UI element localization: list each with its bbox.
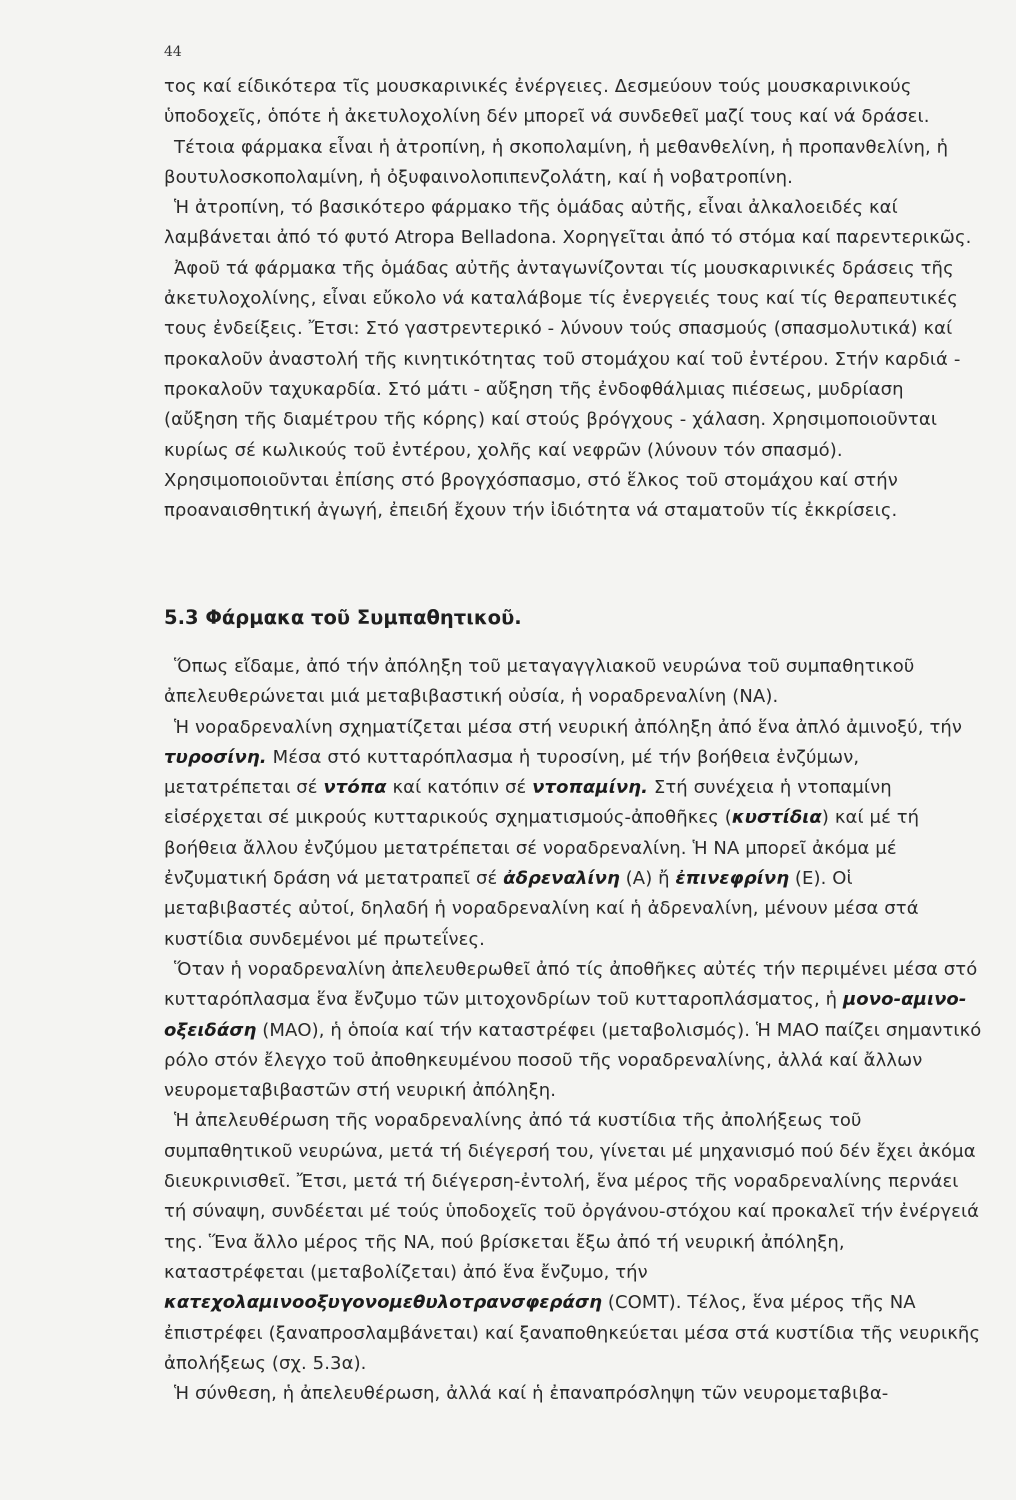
section-title: 5.3 Φάρμακα τοῦ Συμπαθητικοῦ. — [164, 606, 522, 629]
paragraph: Ἀφοῦ τά φάρμακα τῆς ὁμάδας αὐτῆς ἀνταγωνίζονται τίς μουσκαρινικές δράσεις τῆς ἀκετυλοχολίνης, εἶναι εὔκολο νά καταλάβομε τίς ἐνεργειές τους καί τίς θεραπευτικές τους ἐνδείξεις. Ἔτσι: Στό γαστρεντερικό - λύνουν τούς σπασμούς (σπασμολυτικά) καί προκαλοῦν ἀναστολή τῆς κινητικότητας τοῦ στομάχου καί τοῦ ἐντέρου. Στήν καρδιά - προκαλοῦν ταχυκαρδία. Στό μάτι - αὔξηση τῆς ἐνδοφθάλμιας πιέσεως, μυδρίαση (αὔξηση τῆς διαμέτρου τῆς κόρης) καί στούς βρόγχους - χάλαση. Χρησιμοποιοῦνται κυρίως σέ κωλικούς τοῦ ἐντέρου, χολῆς καί νεφρῶν (λύνουν τόν σπασμό). Χρησιμοποιοῦνται ἐπίσης στό βρογχόσπασμο, στό ἕλκος τοῦ στομάχου καί στήν προαναισθητική ἀγωγή, ἐπειδή ἔχουν τήν ἰδιότητα νά σταματοῦν τίς ἐκκρίσεις. — [164, 257, 961, 522]
term-emphasis: μονο-αμινο-οξειδάση — [164, 989, 967, 1041]
text-run: καί κατόπιν σέ — [386, 777, 533, 799]
paragraph: Ἡ σύνθεση, ἡ ἀπελευθέρωση, ἀλλά καί ἡ ἐπαναπρόσληψη τῶν νευρομεταβιβα- — [174, 1383, 889, 1405]
text-run: (Α) ἤ — [619, 868, 676, 890]
term-emphasis: ἐπινεφρίνη — [675, 868, 790, 890]
text-run: (COMT). Τέλος, ἕνα μέρος τῆς ΝΑ ἐπιστρέφει (ξαναπροσλαμβάνεται) καί ξαναποθηκεύεται μέσα στά κυστίδια τῆς νευρικῆς ἀπολήξεως (σχ. 5.3α). — [164, 1292, 981, 1374]
term-emphasis: ἀδρεναλίνη — [503, 868, 620, 890]
term-emphasis: ντοπαμίνη. — [532, 777, 649, 799]
paragraph: Ἡ ἀτροπίνη, τό βασικότερο φάρμακο τῆς ὁμάδας αὐτῆς, εἶναι ἀλκαλοειδές καί λαμβάνεται ἀπό τό φυτό Atropa Belladona. Χορηγεῖται ἀπό τό στόμα καί παρεντερικῶς. — [164, 197, 972, 249]
text-run: (Ε). Οἱ μεταβιβαστές αὐτοί, δηλαδή ἡ νοραδρεναλίνη καί ἡ ἀδρεναλίνη, μένουν μέσα στά κυστίδια συνδεμένοι μέ πρωτεΐνες. — [164, 868, 919, 950]
term-emphasis: ντόπα — [323, 777, 387, 799]
term-emphasis: κατεχολαμινοοξυγονομεθυλοτρανσφεράση — [164, 1292, 603, 1314]
page-number: 44 — [164, 44, 182, 60]
paragraph — [164, 713, 982, 955]
paragraph — [164, 955, 982, 1106]
text-run: (ΜΑΟ), ἡ ὁποία καί τήν καταστρέφει (μεταβολισμός). Ἡ ΜΑΟ παίζει σημαντικό ρόλο στόν ἔλεγχο τοῦ ἀποθηκευμένου ποσοῦ τῆς νοραδρεναλίνης, ἀλλά καί ἄλλων νευρομεταβιβαστῶν στή νευρική ἀπόληξη. — [164, 1019, 982, 1102]
text-run: Μέσα στό κυτταρόπλασμα ἡ τυροσίνη, μέ τήν βοήθεια ἐνζύμων, μετατρέπεται σέ — [164, 746, 860, 799]
text-run: Ἡ ἀπελευθέρωση τῆς νοραδρεναλίνης ἀπό τά κυστίδια τῆς ἀπολήξεως τοῦ συμπαθητικοῦ νευρώνα, μετά τή διέγερσή του, γίνεται μέ μηχανισμό πού δέν ἔχει ἀκόμα διευκρινισθεῖ. Ἔτσι, μετά τή διέγερση-ἐντολή, ἕνα μέρος τῆς νοραδρεναλίνης περνάει τή σύναψη, συνδέεται μέ τούς ὑποδοχεῖς τοῦ ὀργάνου-στόχου καί προκαλεῖ τήν ἐνέργειά της. Ἕνα ἄλλο μέρος τῆς ΝΑ, πού βρίσκεται ἔξω ἀπό τή νευρική ἀπόληξη, καταστρέφεται (μεταβολίζεται) ἀπό ἕνα ἔνζυμο, τήν — [164, 1110, 980, 1283]
text-block-sympathetic — [164, 652, 982, 1409]
text-block-anticholinergics — [164, 72, 982, 526]
text-run: ) καί μέ τή βοήθεια ἄλλου ἐνζύμου μετατρέπεται σέ νοραδρεναλίνη. Ἡ ΝΑ μπορεῖ ἀκόμα μέ ἐνζυματική δράση νά μετατραπεῖ σέ — [164, 807, 920, 890]
text-run: Στή συνέχεια ἡ ντοπαμίνη εἰσέρχεται σέ μικρούς κυτταρικούς σχηματισμούς-ἀποθῆκες ( — [164, 777, 892, 829]
text-run: Ἡ νοραδρεναλίνη σχηματίζεται μέσα στή νευρική ἀπόληξη ἀπό ἕνα ἀπλό ἀμινοξύ, τήν — [174, 716, 963, 738]
paragraph: Ὅπως εἴδαμε, ἀπό τήν ἀπόληξη τοῦ μεταγαγγλιακοῦ νευρώνα τοῦ συμπαθητικοῦ ἀπελευθερώνεται μιά μεταβιβαστική οὐσία, ἡ νοραδρεναλίνη (ΝΑ). — [164, 656, 915, 708]
text-run: Ὅταν ἡ νοραδρεναλίνη ἀπελευθερωθεῖ ἀπό τίς ἀποθῆκες αὐτές τήν περιμένει μέσα στό κυτταρόπλασμα ἕνα ἔνζυμο τῶν μιτοχονδρίων τοῦ κυτταροπλάσματος, ἡ — [164, 958, 978, 1011]
term-emphasis: κυστίδια — [731, 807, 822, 829]
paragraph: Τέτοια φάρμακα εἶναι ἡ ἀτροπίνη, ἡ σκοπολαμίνη, ἡ μεθανθελίνη, ἡ προπανθελίνη, ἡ βουτυλοσκοπολαμίνη, ἡ ὀξυφαινολοπιπενζολάτη, καί ἡ νοβατροπίνη. — [164, 136, 949, 188]
paragraph: τος καί είδικότερα τῖς μουσκαρινικές ἐνέργειες. Δεσμεύουν τούς μουσκαρινικούς ὑποδοχεῖς, ὁπότε ἡ ἀκετυλοχολίνη δέν μπορεῖ νά συνδεθεῖ μαζί τους καί νά δράσει. — [164, 76, 930, 128]
term-emphasis: τυροσίνη. — [164, 746, 267, 768]
paragraph — [164, 1106, 982, 1379]
